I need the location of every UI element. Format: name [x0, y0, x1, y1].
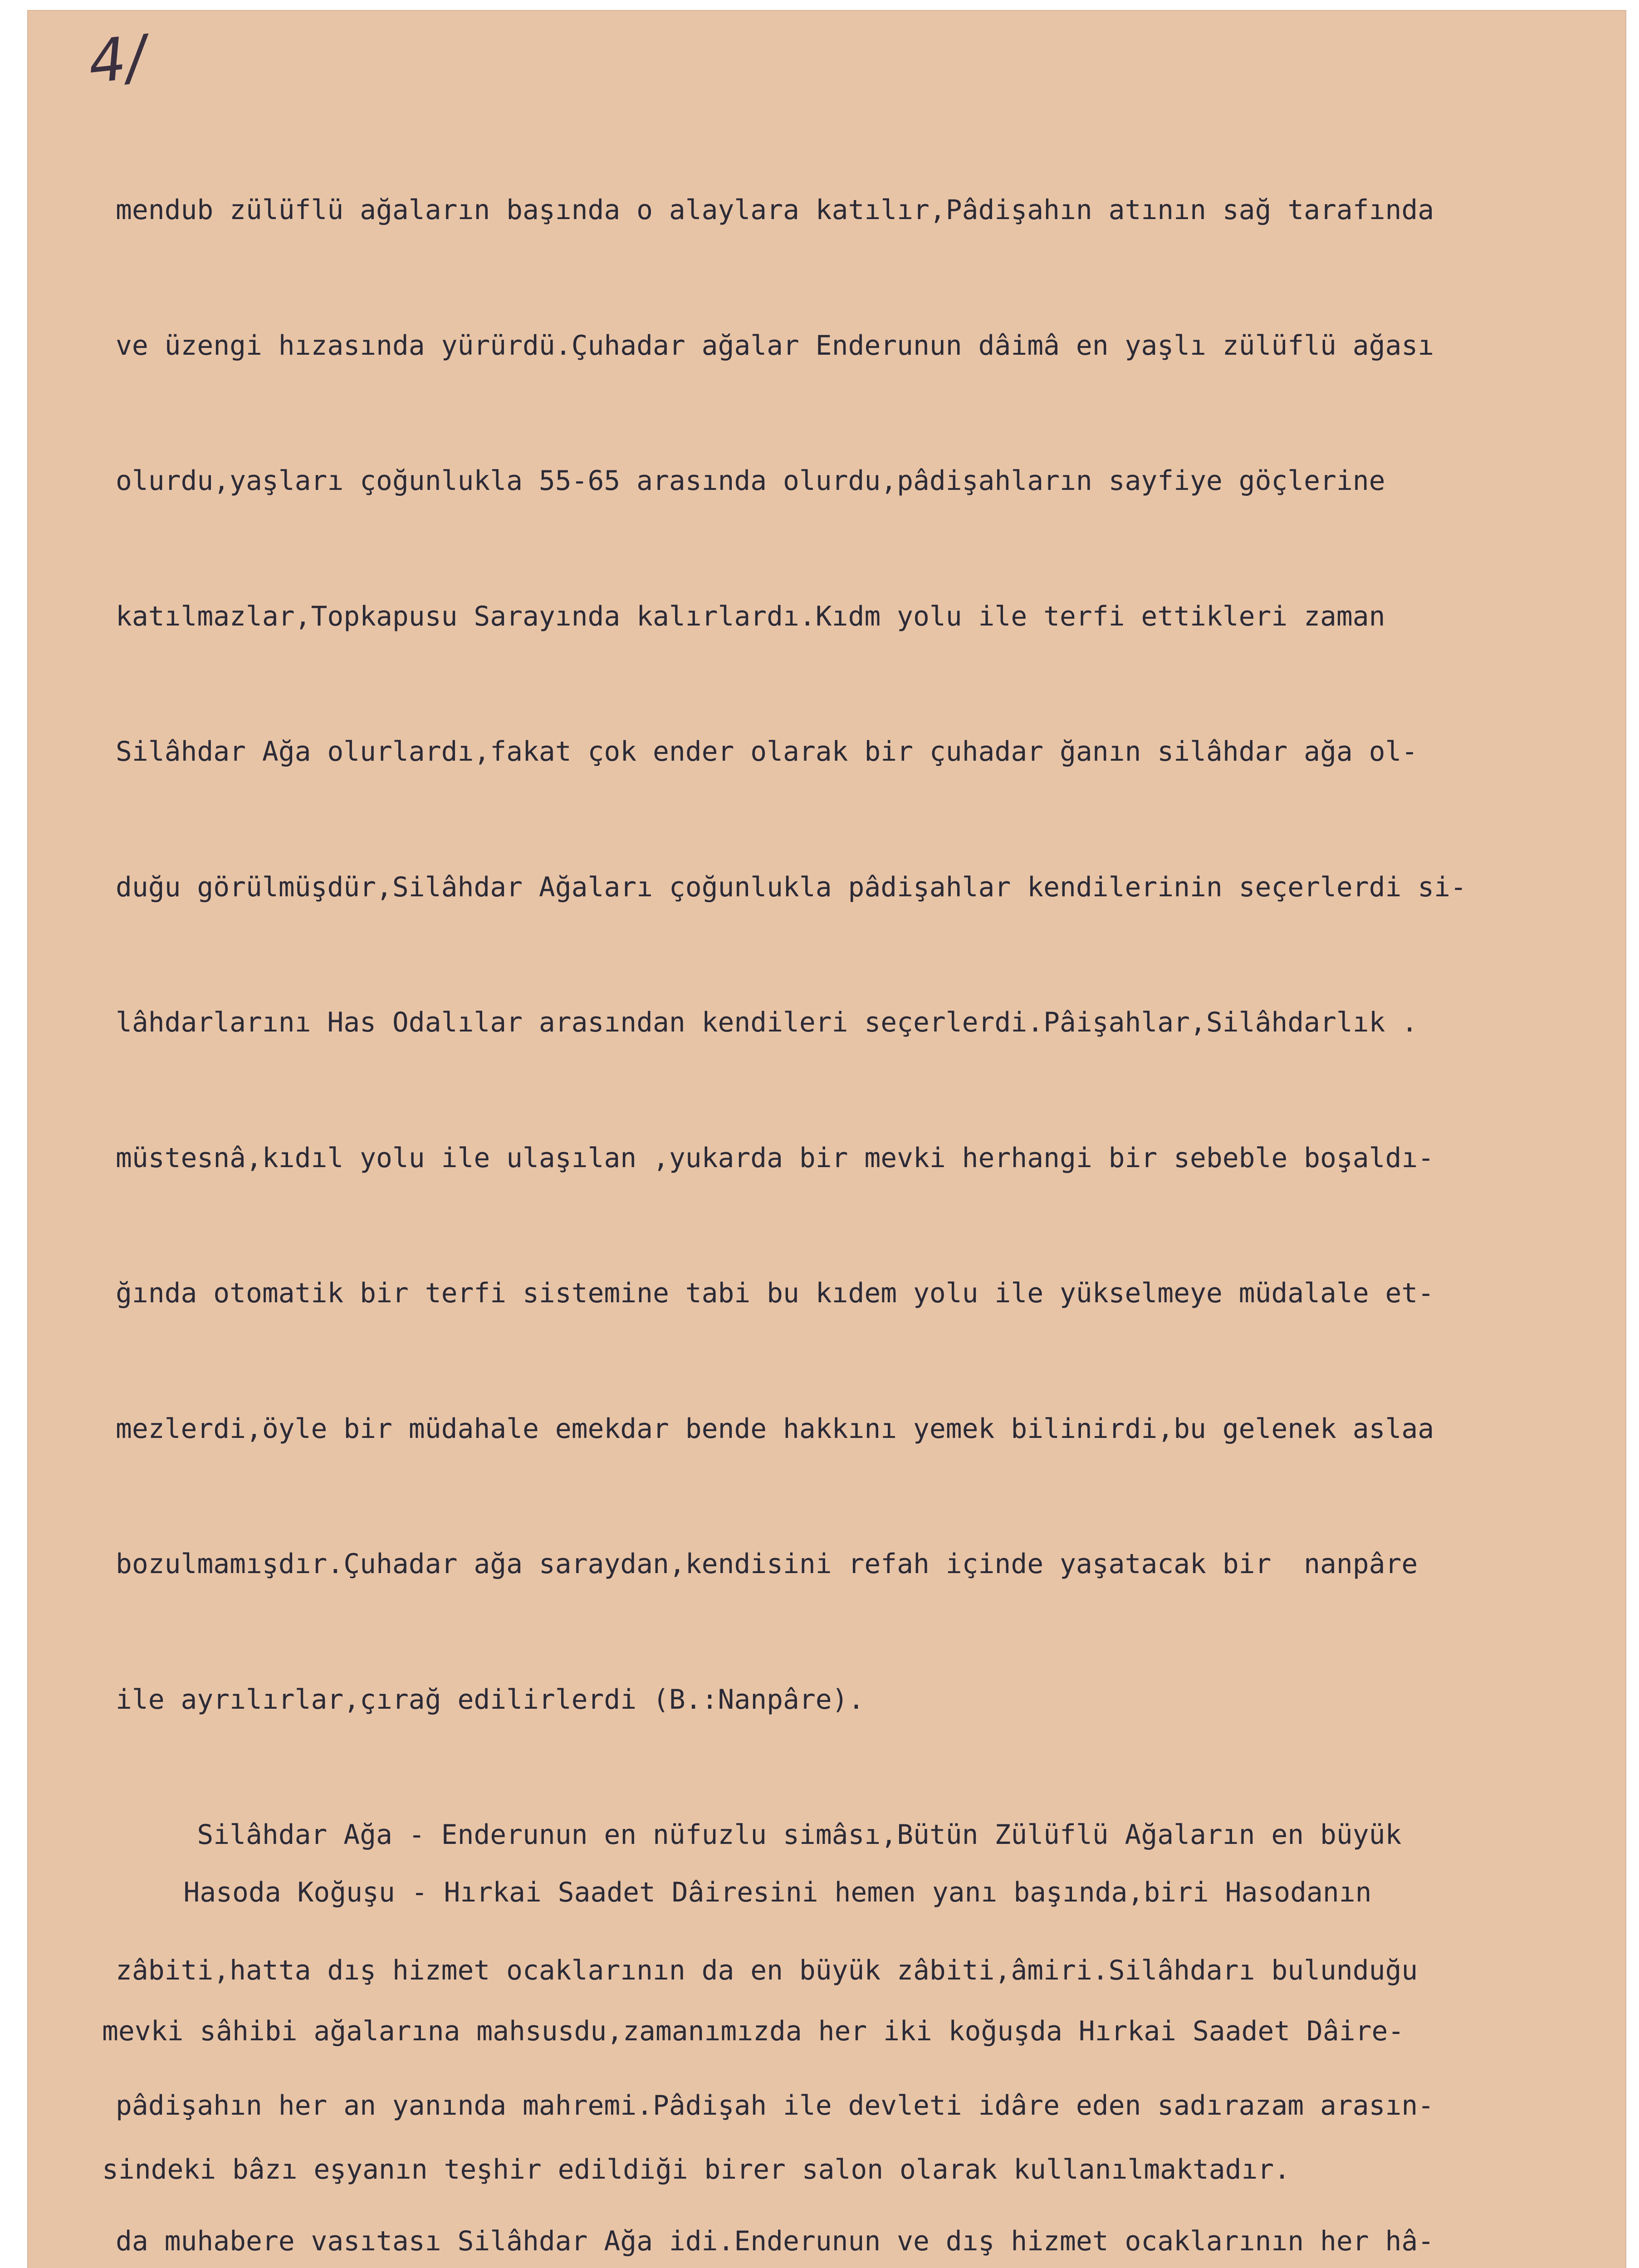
text-line: sindeki bâzı eşyanın teşhir edildiği birer salon olarak kullanılmaktadır. — [102, 2154, 1291, 2185]
text-line: olurdu,yaşları çoğunlukla 55-65 arasında olurdu,pâdişahların sayfiye göçlerine — [116, 465, 1385, 497]
text-line: da muhabere vasıtası Silâhdar Ağa idi.Enderunun ve dış hizmet ocaklarının her hâ- — [116, 2225, 1434, 2257]
document-section-hasoda — [102, 1776, 1595, 2239]
text-line: müstesnâ,kıdıl yolu ile ulaşılan ,yukarda bir mevki herhangi bir sebeble boşaldı- — [116, 1142, 1434, 1174]
text-line: Hasoda Koğuşu - Hırkai Saadet Dâiresini hemen yanı başında,biri Hasodanın — [102, 1877, 1372, 1908]
text-line: mendub zülüflü ağaların başında o alaylara katılır,Pâdişahın atının sağ tarafında — [116, 195, 1434, 226]
text-line: bozulmamışdır.Çuhadar ağa saraydan,kendisini refah içinde yaşatacak bir nanpâre — [116, 1549, 1418, 1580]
text-line: ile ayrılırlar,çırağ edilirlerdi (B.:Nanpâre). — [116, 1684, 865, 1716]
text-line: lâhdarlarını Has Odalılar arasından kendileri seçerlerdi.Pâişahlar,Silâhdarlık . — [116, 1007, 1418, 1038]
text-line: mevki sâhibi ağalarına mahsusdu,zamanımızda her iki koğuşda Hırkai Saadet Dâire- — [102, 2015, 1404, 2047]
text-line: Silâhdar Ağa - Enderunun en nüfuzlu simâsı,Bütün Zülüflü Ağaların en büyük — [116, 1819, 1402, 1851]
text-line: zâbiti,hatta dış hizmet ocaklarının da en büyük zâbiti,âmiri.Silâhdarı bulunduğu — [116, 1955, 1418, 1986]
text-line: ğında otomatik bir terfi sistemine tabi bu kıdem yolu ile yükselmeye müdalale et- — [116, 1278, 1434, 1309]
text-line: Silâhdar Ağa olurlardı,fakat çok ender olarak bir çuhadar ğanın silâhdar ağa ol- — [116, 736, 1418, 767]
text-line: duğu görülmüşdür,Silâhdar Ağaları çoğunlukla pâdişahlar kendilerinin seçerlerdi si- — [116, 871, 1467, 903]
page-number: 4/ — [85, 22, 150, 97]
text-line: ve üzengi hızasında yürürdü.Çuhadar ağalar Enderunun dâimâ en yaşlı zülüflü ağası — [116, 330, 1434, 362]
text-line: pâdişahın her an yanında mahremi.Pâdişah ile devleti idâre eden sadırazam arasın- — [116, 2090, 1434, 2121]
text-line: katılmazlar,Topkapusu Sarayında kalırlardı.Kıdm yolu ile terfi ettikleri zaman — [116, 601, 1385, 632]
text-line: mezlerdi,öyle bir müdahale emekdar bende hakkını yemek bilinirdi,bu gelenek aslaa — [116, 1413, 1434, 1445]
